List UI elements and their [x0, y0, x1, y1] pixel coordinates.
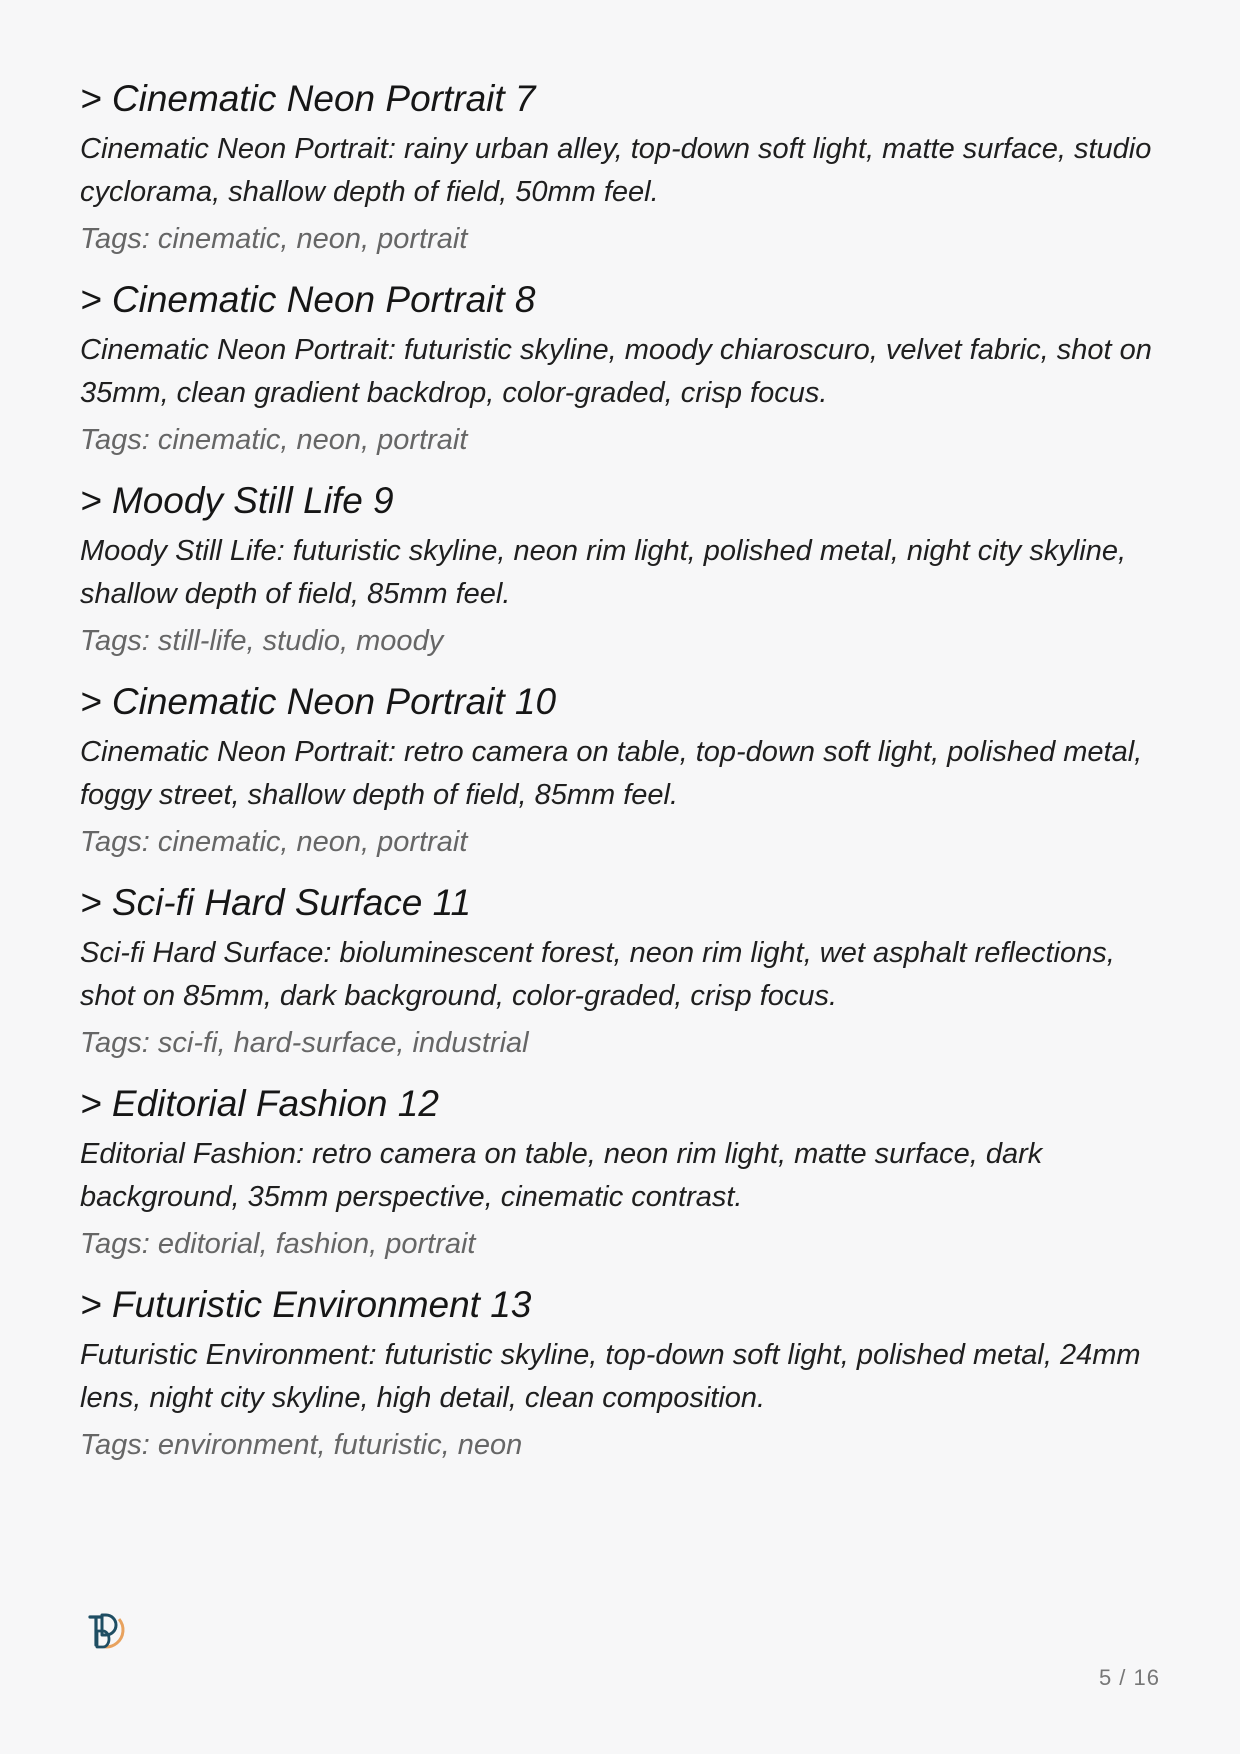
- prompt-list: [80, 76, 1160, 1483]
- entry-title: > Futuristic Environment 13: [80, 1284, 532, 1325]
- entry-description: Moody Still Life: futuristic skyline, neon rim light, polished metal, night city skyline, shallow depth of field, 85mm feel.: [80, 535, 1127, 610]
- prompt-entry: [80, 277, 1160, 461]
- entry-tags: Tags: environment, futuristic, neon: [80, 1429, 523, 1461]
- entry-description: Cinematic Neon Portrait: rainy urban alley, top-down soft light, matte surface, studio cyclorama, shallow depth of field, 50mm feel.: [80, 133, 1152, 208]
- entry-description: Cinematic Neon Portrait: futuristic skyline, moody chiaroscuro, velvet fabric, shot on 35mm, clean gradient backdrop, color-graded, crisp focus.: [80, 334, 1152, 409]
- entry-description: Editorial Fashion: retro camera on table, neon rim light, matte surface, dark background, 35mm perspective, cinematic contrast.: [80, 1138, 1043, 1213]
- entry-description: Sci-fi Hard Surface: bioluminescent forest, neon rim light, wet asphalt reflections, shot on 85mm, dark background, color-graded, crisp focus.: [80, 937, 1115, 1012]
- entry-tags: Tags: sci-fi, hard-surface, industrial: [80, 1027, 529, 1059]
- entry-tags: Tags: cinematic, neon, portrait: [80, 223, 468, 255]
- prompt-entry: [80, 76, 1160, 260]
- prompt-entry: [80, 880, 1160, 1064]
- entry-title: > Sci-fi Hard Surface 11: [80, 882, 472, 923]
- prompt-entry: [80, 1282, 1160, 1466]
- entry-title: > Moody Still Life 9: [80, 480, 394, 521]
- brand-logo-icon: [84, 1609, 128, 1651]
- entry-title: > Cinematic Neon Portrait 8: [80, 279, 536, 320]
- prompt-entry: [80, 1081, 1160, 1265]
- entry-title: > Cinematic Neon Portrait 7: [80, 78, 536, 119]
- entry-tags: Tags: still-life, studio, moody: [80, 625, 444, 657]
- prompt-entry: [80, 478, 1160, 662]
- entry-tags: Tags: cinematic, neon, portrait: [80, 826, 468, 858]
- entry-tags: Tags: cinematic, neon, portrait: [80, 424, 468, 456]
- entry-tags: Tags: editorial, fashion, portrait: [80, 1228, 476, 1260]
- entry-description: Futuristic Environment: futuristic skyline, top-down soft light, polished metal, 24mm lens, night city skyline, high detail, clean composition.: [80, 1339, 1141, 1414]
- entry-description: Cinematic Neon Portrait: retro camera on table, top-down soft light, polished metal, foggy street, shallow depth of field, 85mm feel.: [80, 736, 1143, 811]
- page-number: 5 / 16: [1098, 1665, 1160, 1690]
- entry-title: > Editorial Fashion 12: [80, 1083, 439, 1124]
- prompt-entry: [80, 679, 1160, 863]
- entry-title: > Cinematic Neon Portrait 10: [80, 681, 557, 722]
